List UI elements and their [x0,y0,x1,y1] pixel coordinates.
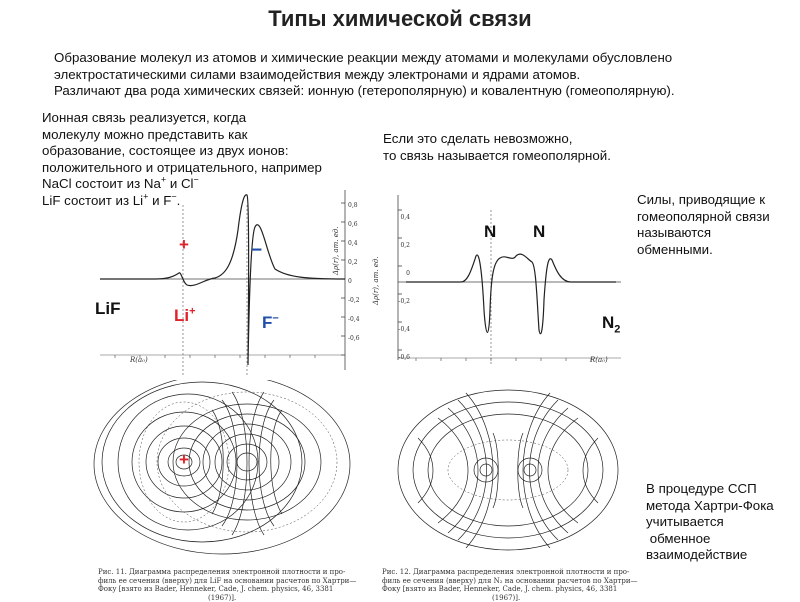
lif-minus-label [251,240,262,262]
caption-line: (1967)]. [98,594,356,602]
intro-text [54,50,794,100]
intro-line: Различают два рода химических связей: ионную (гетерополярную) и ковалентную (гомеополярную). [54,83,794,100]
caption-line: Рис. 12. Диаграмма распределения электронной плотности и про- [382,568,638,577]
f-label: F [262,313,272,332]
n2-density-profile [376,190,626,370]
intro-line: электростатическими силами взаимодействия между электронами и ядрами атомов. [54,67,794,84]
nitrogen-label-left: N [484,222,496,242]
procedure-line: взаимодействие [646,547,774,564]
lif-caption [98,568,356,602]
exchange-forces-text [637,192,770,258]
f-charge: − [272,312,278,324]
tick-label: -0,4 [348,310,360,329]
f-text: и F [148,193,171,208]
plus-sign: + [179,235,189,254]
n2-caption [382,568,638,602]
procedure-line: В процедуре ССП [646,481,774,498]
covalent-line: то связь называется гомеополярной. [383,148,611,165]
tick-label: -0,2 [348,291,360,310]
ionic-line: образование, состоящее из двух ионов: [42,143,382,160]
cl-text: и Cl [166,176,193,191]
nacl-text: NaCl состоит из Na [42,176,161,191]
intro-line: Образование молекул из атомов и химические реакции между атомами и молекулами обусловлено [54,50,794,67]
minus-sign: − [251,240,262,261]
ionic-line: молекулу можно представить как [42,127,382,144]
lif-text: LiF состоит из Li [42,193,143,208]
tick-label: 0,4 [348,234,360,253]
caption-line: Фоку [взято из Bader, Henneker, Cade, J. chem. physics, 46, 3381 [98,585,356,594]
tick-label: -0,4 [388,316,410,344]
tick-label: 0 [388,260,410,288]
hartree-fock-text [646,481,774,564]
li-nucleus-plus: + [179,450,189,470]
n2-y-axis-label: Δρ(r), ат. ед. [372,257,380,306]
lif-r-axis-label: R(a₀) [130,356,148,364]
na-charge: + [161,175,166,185]
lif-density-profile [95,185,360,380]
n2-subscript: 2 [614,323,620,335]
li-label: Li [174,306,189,325]
n2-r-axis-label: R(a₀) [590,356,608,364]
caption-line: Фоку [взято из Bader, Henneker, Cade, J. chem. physics, 46, 3381 [382,585,638,594]
tick-label: -0,6 [388,344,410,372]
tick-label: 0,4 [388,204,410,232]
f-charge-text: − [171,191,176,201]
forces-line: обменными. [637,242,770,259]
tick-label: 0 [348,272,360,291]
ionic-line: Ионная связь реализуется, когда [42,110,382,127]
forces-line: называются [637,225,770,242]
tick-label: -0,2 [388,288,410,316]
lif-contour-diagram [92,380,360,568]
lif-plus-label [179,235,189,255]
ionic-line: положительного и отрицательного, например [42,160,382,177]
covalent-line: Если это сделать невозможно, [383,131,611,148]
n2-molecule-label [602,313,620,335]
li-ion-label [174,306,196,326]
n2-symbol: N [602,313,614,332]
forces-line: гомеополярной связи [637,209,770,226]
tick-label: -0,6 [348,329,360,348]
caption-line: филь ее сечения (вверху) для N₂ на основании расчетов по Хартри— [382,577,638,586]
lif-axis-ticks [348,196,360,348]
n2-axis-ticks [388,204,410,372]
n2-contour-diagram [378,378,638,568]
caption-line: филь ее сечения (вверху) для LiF на основании расчетов по Хартри— [98,577,356,586]
nacl-line [42,176,382,193]
tick-label: 0,8 [348,196,360,215]
lif-y-axis-label: Δρ(r), ат. ед. [332,227,340,276]
cl-charge: − [194,175,199,185]
nitrogen-label-right: N [533,222,545,242]
tick-label: 0,2 [348,253,360,272]
li-charge: + [189,305,195,317]
forces-line: Силы, приводящие к [637,192,770,209]
tick-label: 0,6 [348,215,360,234]
li-charge-text: + [143,191,148,201]
ionic-bond-text [42,110,382,209]
period: . [177,193,181,208]
page-title: Типы химической связи [0,6,800,32]
tick-label: 0,2 [388,232,410,260]
procedure-line: обменное [646,531,774,548]
caption-line: (1967)]. [382,594,638,602]
lif-molecule-label: LiF [95,299,121,319]
procedure-line: метода Хартри-Фока [646,498,774,515]
covalent-text [383,131,611,164]
procedure-line: учитывается [646,514,774,531]
caption-line: Рис. 11. Диаграмма распределения электронной плотности и про- [98,568,356,577]
f-ion-label [262,313,279,333]
lif-line [42,193,382,210]
